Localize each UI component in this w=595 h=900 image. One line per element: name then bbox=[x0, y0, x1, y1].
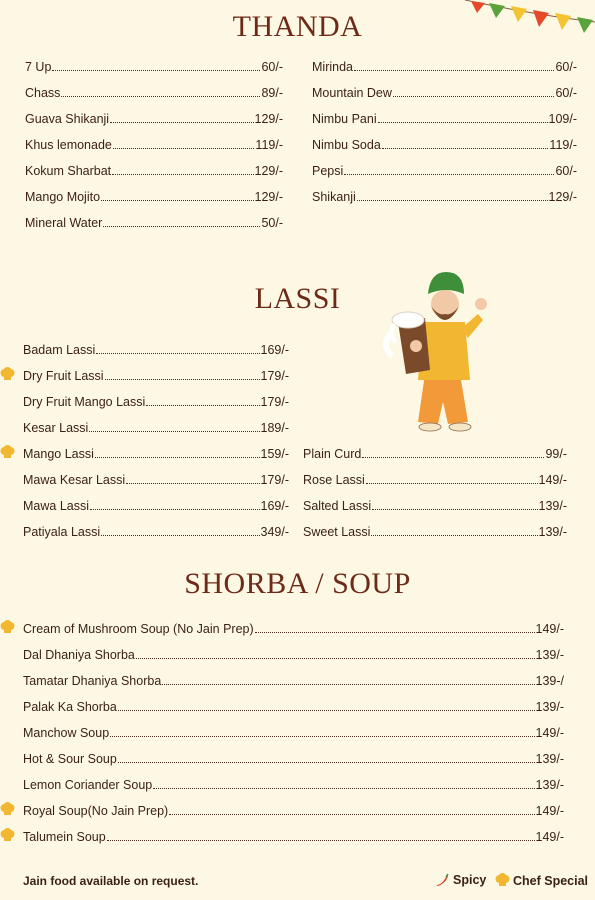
dot-leader bbox=[95, 457, 260, 458]
dot-leader bbox=[101, 535, 259, 536]
menu-item-price: 149/- bbox=[535, 804, 564, 818]
menu-item-name: Chass bbox=[25, 86, 61, 100]
menu-item-name: Badam Lassi bbox=[23, 343, 96, 357]
menu-item-price: 129/- bbox=[254, 190, 283, 204]
menu-item bbox=[25, 134, 283, 152]
menu-item bbox=[303, 443, 567, 461]
menu-item-price: 60/- bbox=[555, 164, 577, 178]
menu-item bbox=[23, 618, 564, 636]
chef-hat-icon bbox=[495, 873, 510, 888]
chef-special-icon bbox=[0, 620, 15, 635]
menu-item bbox=[23, 774, 564, 792]
dot-leader bbox=[112, 174, 253, 175]
dot-leader bbox=[96, 353, 259, 354]
dot-leader bbox=[61, 96, 260, 97]
menu-item-price: 119/- bbox=[549, 138, 577, 152]
menu-item bbox=[303, 495, 567, 513]
dot-leader bbox=[113, 148, 255, 149]
menu-item-name: Salted Lassi bbox=[303, 499, 372, 513]
menu-item-name: Royal Soup(No Jain Prep) bbox=[23, 804, 169, 818]
dot-leader bbox=[90, 509, 260, 510]
dot-leader bbox=[118, 762, 535, 763]
menu-item-price: 139/- bbox=[535, 778, 564, 792]
menu-item-name: Shikanji bbox=[312, 190, 356, 204]
menu-item bbox=[23, 443, 289, 461]
menu-item-name: Cream of Mushroom Soup (No Jain Prep) bbox=[23, 622, 254, 636]
menu-item-name: Palak Ka Shorba bbox=[23, 700, 117, 714]
menu-item bbox=[23, 391, 289, 409]
menu-item-price: 169/- bbox=[260, 343, 289, 357]
dot-leader bbox=[255, 632, 535, 633]
menu-item-price: 139-/ bbox=[535, 674, 564, 688]
chili-icon bbox=[434, 873, 450, 887]
section-title-lassi: LASSI bbox=[254, 282, 341, 315]
dot-leader bbox=[89, 431, 259, 432]
menu-item-name: Guava Shikanji bbox=[25, 112, 110, 126]
menu-item-price: 149/- bbox=[535, 622, 564, 636]
dot-leader bbox=[126, 483, 259, 484]
menu-item bbox=[25, 186, 283, 204]
menu-item-name: Pepsi bbox=[312, 164, 344, 178]
menu-item-price: 119/- bbox=[255, 138, 283, 152]
menu-item bbox=[312, 108, 577, 126]
menu-item-name: Manchow Soup bbox=[23, 726, 110, 740]
menu-item-price: 179/- bbox=[260, 473, 289, 487]
section-title-shorba: SHORBA / SOUP bbox=[184, 567, 411, 600]
menu-item-name: Nimbu Soda bbox=[312, 138, 381, 152]
menu-item-name: Patiyala Lassi bbox=[23, 525, 101, 539]
menu-item-name: Dry Fruit Lassi bbox=[23, 369, 104, 383]
dot-leader bbox=[52, 70, 260, 71]
menu-item bbox=[23, 800, 564, 818]
menu-item bbox=[25, 108, 283, 126]
section-title-thanda: THANDA bbox=[232, 10, 363, 43]
menu-item-name: Kokum Sharbat bbox=[25, 164, 112, 178]
dot-leader bbox=[362, 457, 544, 458]
dot-leader bbox=[357, 200, 548, 201]
menu-item-name: Rose Lassi bbox=[303, 473, 365, 487]
dot-leader bbox=[169, 814, 534, 815]
dot-leader bbox=[110, 122, 253, 123]
dot-leader bbox=[162, 684, 534, 685]
menu-item bbox=[25, 82, 283, 100]
dot-leader bbox=[382, 148, 549, 149]
menu-item bbox=[312, 186, 577, 204]
menu-item bbox=[312, 160, 577, 178]
menu-item-price: 129/- bbox=[548, 190, 577, 204]
dot-leader bbox=[107, 840, 535, 841]
dot-leader bbox=[101, 200, 253, 201]
menu-item bbox=[25, 160, 283, 178]
menu-item bbox=[303, 521, 567, 539]
menu-item-name: Plain Curd bbox=[303, 447, 362, 461]
menu-item-price: 139/- bbox=[535, 700, 564, 714]
menu-item bbox=[25, 212, 283, 230]
dot-leader bbox=[105, 379, 260, 380]
menu-item-name: Tamatar Dhaniya Shorba bbox=[23, 674, 162, 688]
menu-item bbox=[25, 56, 283, 74]
menu-item-price: 179/- bbox=[260, 395, 289, 409]
menu-item-price: 60/- bbox=[555, 60, 577, 74]
dot-leader bbox=[153, 788, 534, 789]
menu-item-name: Dry Fruit Mango Lassi bbox=[23, 395, 146, 409]
dot-leader bbox=[378, 122, 548, 123]
menu-item-price: 149/- bbox=[538, 473, 567, 487]
menu-item-name: Mango Mojito bbox=[25, 190, 101, 204]
menu-item bbox=[23, 644, 564, 662]
dot-leader bbox=[146, 405, 259, 406]
menu-item-name: Dal Dhaniya Shorba bbox=[23, 648, 135, 662]
menu-item bbox=[303, 469, 567, 487]
menu-item-name: Talumein Soup bbox=[23, 830, 106, 844]
menu-item bbox=[23, 417, 289, 435]
menu-item bbox=[312, 134, 577, 152]
menu-item bbox=[23, 748, 564, 766]
menu-item bbox=[312, 56, 577, 74]
menu-item-price: 349/- bbox=[260, 525, 289, 539]
legend-spicy-label: Spicy bbox=[453, 873, 487, 887]
menu-item bbox=[23, 521, 289, 539]
chef-special-icon bbox=[0, 367, 15, 382]
chef-special-icon bbox=[0, 802, 15, 817]
menu-item-price: 169/- bbox=[260, 499, 289, 513]
legend-chef-special bbox=[495, 873, 588, 888]
menu-item-price: 89/- bbox=[261, 86, 283, 100]
dot-leader bbox=[110, 736, 534, 737]
dot-leader bbox=[103, 226, 260, 227]
menu-item-name: Sweet Lassi bbox=[303, 525, 371, 539]
dot-leader bbox=[366, 483, 538, 484]
menu-item bbox=[23, 495, 289, 513]
menu-item-name: Lemon Coriander Soup bbox=[23, 778, 153, 792]
menu-item-price: 99/- bbox=[545, 447, 567, 461]
menu-item bbox=[23, 696, 564, 714]
menu-item-price: 139/- bbox=[538, 499, 567, 513]
menu-item-name: Mountain Dew bbox=[312, 86, 392, 100]
menu-item-name: Kesar Lassi bbox=[23, 421, 89, 435]
menu-item bbox=[23, 826, 564, 844]
menu-item-price: 139/- bbox=[535, 752, 564, 766]
menu-item-name: Mawa Lassi bbox=[23, 499, 89, 513]
dot-leader bbox=[354, 70, 554, 71]
menu-item-name: Hot & Sour Soup bbox=[23, 752, 117, 766]
menu-item bbox=[23, 339, 289, 357]
menu-item-price: 149/- bbox=[535, 830, 564, 844]
chef-special-icon bbox=[0, 445, 15, 460]
menu-item bbox=[23, 722, 564, 740]
dot-leader bbox=[371, 535, 537, 536]
legend-spicy bbox=[434, 873, 486, 887]
menu-item-name: Mawa Kesar Lassi bbox=[23, 473, 126, 487]
legend-chef-special-label: Chef Special bbox=[513, 873, 589, 888]
menu-item-price: 149/- bbox=[535, 726, 564, 740]
menu-item-name: Mango Lassi bbox=[23, 447, 94, 461]
menu-item-price: 139/- bbox=[535, 648, 564, 662]
menu-item bbox=[23, 469, 289, 487]
menu-item-price: 50/- bbox=[261, 216, 283, 230]
menu-item-price: 159/- bbox=[260, 447, 289, 461]
menu-item-name: Mineral Water bbox=[25, 216, 103, 230]
menu-item bbox=[312, 82, 577, 100]
menu-item-name: Khus lemonade bbox=[25, 138, 112, 152]
sardar-mascot-illustration bbox=[370, 262, 495, 442]
menu-item-price: 139/- bbox=[538, 525, 567, 539]
dot-leader bbox=[136, 658, 535, 659]
dot-leader bbox=[344, 174, 554, 175]
menu-item-price: 189/- bbox=[260, 421, 289, 435]
dot-leader bbox=[372, 509, 537, 510]
menu-item-name: 7 Up bbox=[25, 60, 52, 74]
menu-item-price: 129/- bbox=[254, 112, 283, 126]
menu-item-name: Nimbu Pani bbox=[312, 112, 377, 126]
menu-item-price: 60/- bbox=[555, 86, 577, 100]
jain-food-note: Jain food available on request. bbox=[23, 874, 199, 888]
menu-item-name: Mirinda bbox=[312, 60, 353, 74]
menu-item bbox=[23, 365, 289, 383]
dot-leader bbox=[393, 96, 555, 97]
menu-item-price: 60/- bbox=[261, 60, 283, 74]
menu-item-price: 179/- bbox=[260, 369, 289, 383]
menu-item bbox=[23, 670, 564, 688]
dot-leader bbox=[118, 710, 535, 711]
menu-item-price: 109/- bbox=[548, 112, 577, 126]
chef-special-icon bbox=[0, 828, 15, 843]
menu-item-price: 129/- bbox=[254, 164, 283, 178]
